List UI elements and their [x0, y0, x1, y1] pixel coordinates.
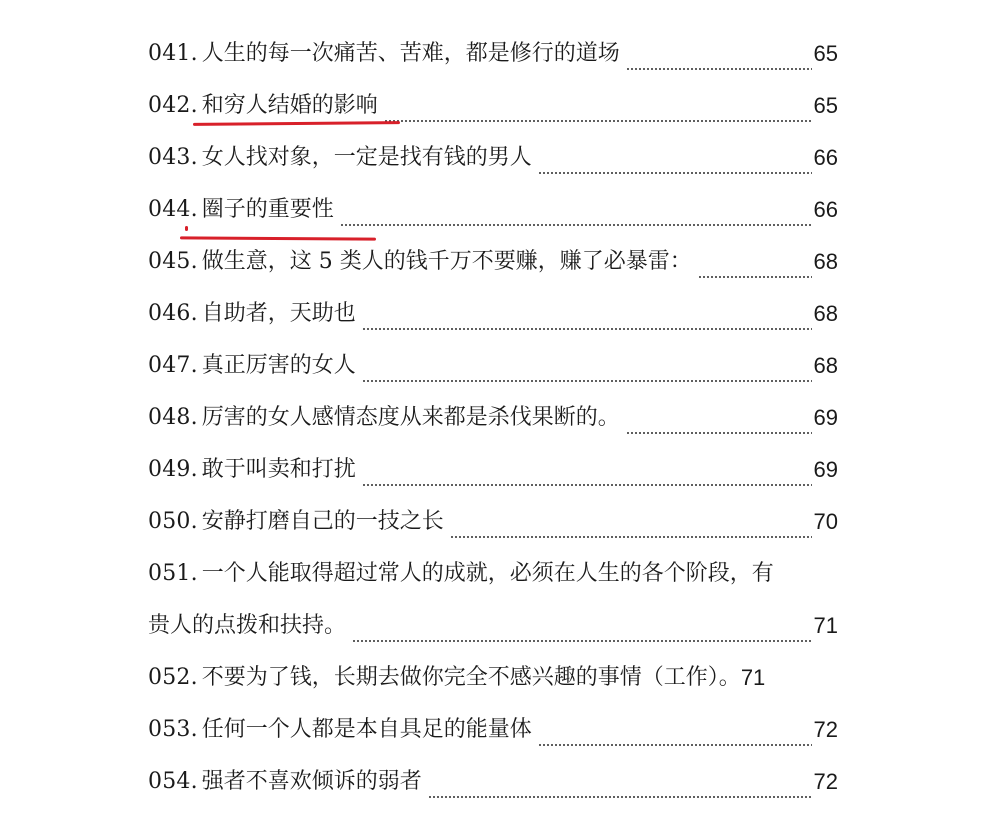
entry-number: 051. — [148, 561, 198, 586]
entry-page-number: 69 — [813, 405, 838, 430]
entry-page-number: 68 — [813, 249, 838, 274]
entry-number: 045. — [148, 249, 198, 274]
entry-page-number: 65 — [813, 41, 838, 66]
dot-leader — [428, 777, 812, 799]
entry-number: 050. — [148, 509, 198, 534]
entry-number: 048. — [148, 405, 198, 430]
toc-entry-044[interactable] — [148, 184, 838, 236]
entry-number: 041. — [148, 41, 198, 66]
toc-entry-047[interactable] — [148, 340, 838, 392]
dot-leader — [362, 361, 812, 383]
entry-number: 049. — [148, 457, 198, 482]
entry-title: 自助者，天助也 — [201, 301, 356, 326]
entry-page-number: 68 — [813, 353, 838, 378]
entry-number: 044. — [148, 197, 198, 222]
dot-leader — [626, 413, 812, 435]
entry-title: 人生的每一次痛苦、苦难，都是修行的道场 — [201, 41, 620, 66]
dot-leader — [450, 517, 812, 539]
toc-entry-051-continued[interactable] — [148, 600, 838, 652]
entry-page-number: 72 — [813, 769, 838, 794]
toc-entry-050[interactable] — [148, 496, 838, 548]
entry-title: 任何一个人都是本自具足的能量体 — [201, 717, 532, 742]
dot-leader — [698, 257, 812, 279]
toc-entry-053[interactable] — [148, 704, 838, 756]
entry-title: 做生意，这 5 类人的钱千万不要赚，赚了必暴雷： — [201, 249, 692, 274]
toc-entry-045[interactable] — [148, 236, 838, 288]
entry-title: 一个人能取得超过常人的成就，必须在人生的各个阶段，有 — [201, 561, 774, 586]
entry-number: 052. — [148, 665, 198, 690]
entry-page-number: 66 — [813, 145, 838, 170]
dot-leader — [362, 465, 812, 487]
entry-title: 和穷人结婚的影响 — [201, 93, 378, 118]
entry-title: 真正厉害的女人 — [201, 353, 356, 378]
toc-entry-051[interactable] — [148, 548, 838, 600]
entry-number: 053. — [148, 717, 198, 742]
toc-entry-048[interactable] — [148, 392, 838, 444]
toc-entry-049[interactable] — [148, 444, 838, 496]
toc-entry-043[interactable] — [148, 132, 838, 184]
entry-page-number: 70 — [813, 509, 838, 534]
entry-page-number: 71 — [813, 613, 838, 638]
dot-leader — [626, 49, 812, 71]
entry-page-number: 72 — [813, 717, 838, 742]
red-tick-mark — [185, 226, 188, 231]
dot-leader — [352, 621, 812, 643]
entry-page-number: 65 — [813, 93, 838, 118]
dot-leader — [340, 205, 812, 227]
entry-page-number: 66 — [813, 197, 838, 222]
toc-entry-054[interactable] — [148, 756, 838, 808]
dot-leader — [362, 309, 812, 331]
dot-leader — [384, 101, 812, 123]
entry-title: 贵人的点拨和扶持。 — [148, 613, 347, 638]
entry-number: 047. — [148, 353, 198, 378]
entry-page-number: 71 — [740, 665, 766, 690]
entry-title: 不要为了钱，长期去做你完全不感兴趣的事情（工作）。 — [201, 665, 741, 690]
dot-leader — [538, 725, 812, 747]
entry-title: 女人找对象，一定是找有钱的男人 — [201, 145, 532, 170]
entry-number: 054. — [148, 769, 198, 794]
toc-entry-041[interactable] — [148, 28, 838, 80]
toc-entry-046[interactable] — [148, 288, 838, 340]
entry-title: 圈子的重要性 — [201, 197, 334, 222]
entry-title: 强者不喜欢倾诉的弱者 — [201, 769, 422, 794]
entry-title: 安静打磨自己的一技之长 — [201, 509, 444, 534]
entry-number: 046. — [148, 301, 198, 326]
entry-page-number: 69 — [813, 457, 838, 482]
entry-title: 厉害的女人感情态度从来都是杀伐果断的。 — [201, 405, 620, 430]
toc-entry-052[interactable] — [148, 652, 838, 704]
entry-page-number: 68 — [813, 301, 838, 326]
entry-number: 043. — [148, 145, 198, 170]
table-of-contents — [148, 28, 838, 808]
entry-number: 042. — [148, 93, 198, 118]
entry-title: 敢于叫卖和打扰 — [201, 457, 356, 482]
dot-leader — [538, 153, 812, 175]
